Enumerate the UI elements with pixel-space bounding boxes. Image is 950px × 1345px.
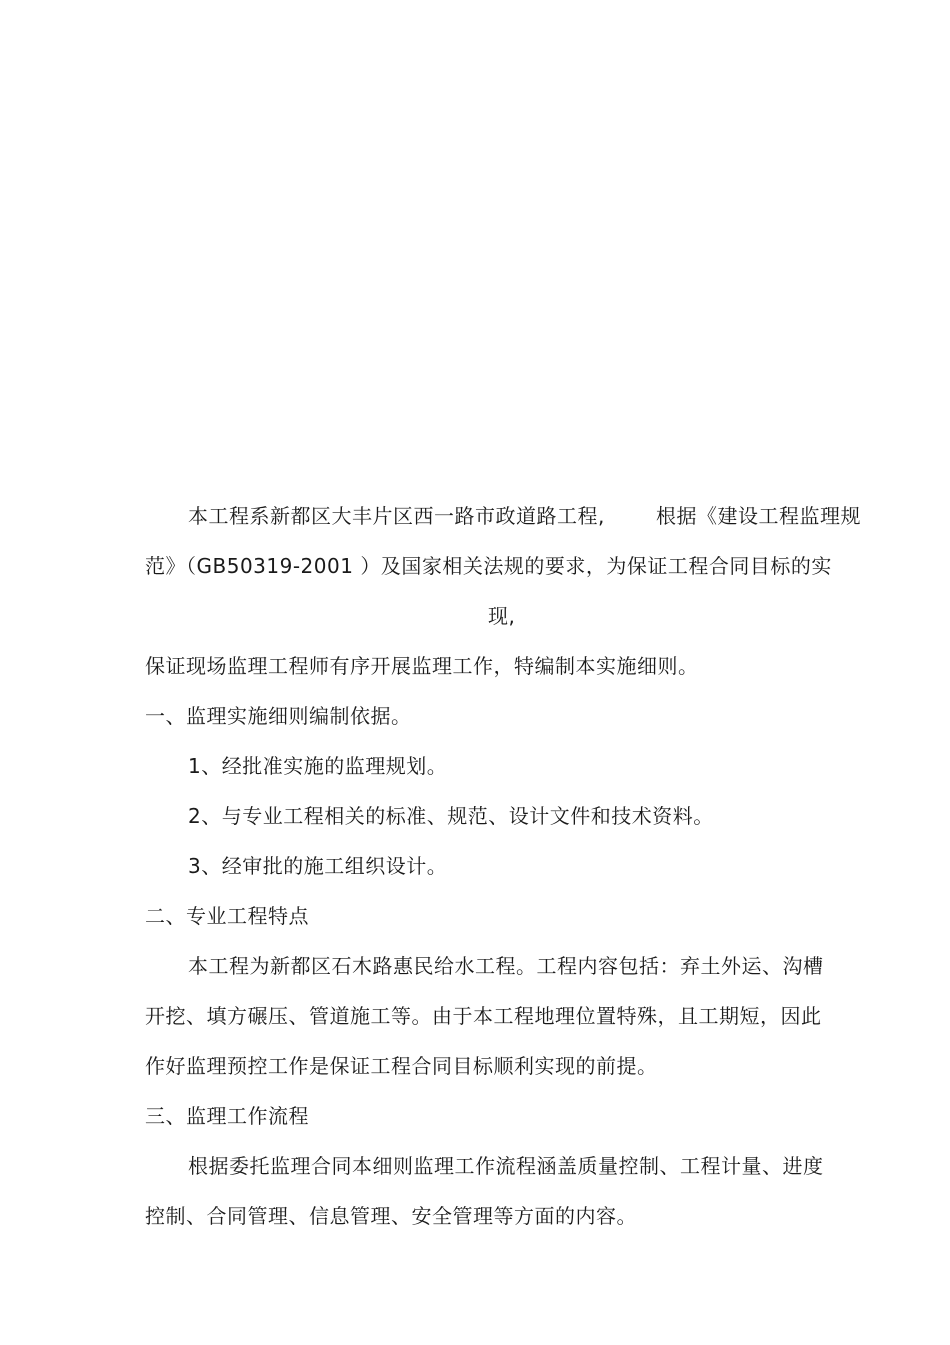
section-1-heading: 一、监理实施细则编制依据。 [145,704,412,728]
intro-line-1b: 根据《建设工程监理规 [656,504,861,528]
section-3-para-line-2: 控制、合同管理、信息管理、安全管理等方面的内容。 [145,1204,637,1228]
section-3-para-line-1: 根据委托监理合同本细则监理工作流程涵盖质量控制、工程计量、进度 [188,1154,824,1178]
section-2-heading: 二、专业工程特点 [145,904,309,928]
section-2-para-line-1: 本工程为新都区石木路惠民给水工程。工程内容包括：弃土外运、沟槽 [188,954,824,978]
section-1-item-2: 2、与专业工程相关的标准、规范、设计文件和技术资料。 [188,804,714,828]
section-2-para-line-3: 作好监理预控工作是保证工程合同目标顺利实现的前提。 [145,1054,658,1078]
intro-line-1a: 本工程系新都区大丰片区西一路市政道路工程, [188,504,605,528]
section-1-item-3: 3、经审批的施工组织设计。 [188,854,448,878]
intro-line-2: 范》（GB50319-2001 ）及国家相关法规的要求，为保证工程合同目标的实 [145,554,832,578]
intro-line-4: 保证现场监理工程师有序开展监理工作，特编制本实施细则。 [145,654,699,678]
intro-line-3: 现, [488,604,516,628]
section-1-item-1: 1、经批准实施的监理规划。 [188,754,448,778]
section-3-heading: 三、监理工作流程 [145,1104,309,1128]
section-2-para-line-2: 开挖、填方碾压、管道施工等。由于本工程地理位置特殊，且工期短，因此 [145,1004,822,1028]
